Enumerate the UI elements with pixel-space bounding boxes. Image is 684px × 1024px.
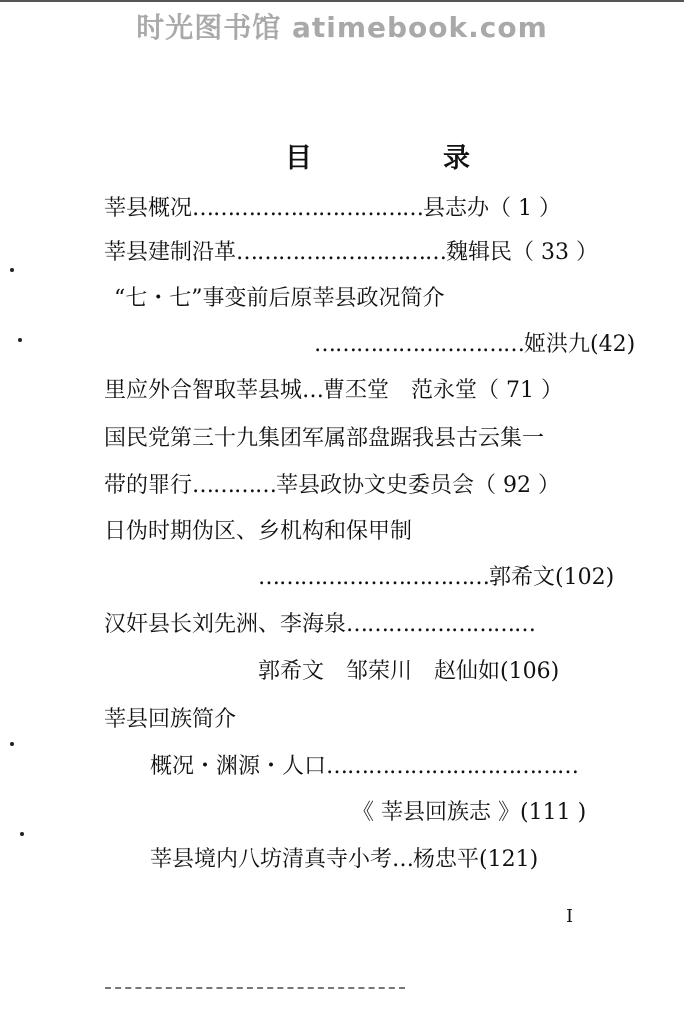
toc-entry xyxy=(104,242,598,264)
toc-entry-continuation xyxy=(258,567,614,589)
entry-author: 魏辑民 xyxy=(446,240,513,265)
scan-speck xyxy=(10,742,14,746)
entry-author: 曹丕堂 范永堂 xyxy=(323,378,478,403)
entry-title: 莘县回族简介 xyxy=(104,707,237,732)
toc-entry-continuation xyxy=(352,802,586,824)
entry-title: 莘县境内八坊清真寺小考 xyxy=(150,847,393,872)
toc-entry xyxy=(114,288,445,310)
entry-author: 郭希文 邹荣川 赵仙如 xyxy=(258,659,501,684)
entry-title: 里应外合智取莘县城 xyxy=(104,378,303,403)
toc-entry xyxy=(104,380,563,402)
scan-speck xyxy=(20,832,24,836)
title-char-1: 目 xyxy=(285,143,312,174)
top-border xyxy=(0,0,684,2)
entry-author: 莘县政协文史委员会 xyxy=(276,473,475,498)
entry-page: （ 33 ） xyxy=(512,240,599,265)
watermark: 时光图书馆 atimebook.com xyxy=(136,11,548,44)
entry-title: 概况・渊源・人口 xyxy=(150,754,327,779)
entry-author: 县志办 xyxy=(423,196,490,221)
bottom-rule xyxy=(105,987,405,989)
entry-page: (42) xyxy=(590,332,636,357)
entry-leader: ………………………… xyxy=(236,240,447,265)
entry-title: 莘县概况 xyxy=(104,196,193,221)
entry-author: 《 莘县回族志 》 xyxy=(352,800,520,825)
entry-leader: ……………………… xyxy=(346,612,536,637)
entry-page: （ 71 ） xyxy=(477,378,564,403)
page-number: I xyxy=(566,906,574,927)
toc-entry xyxy=(104,475,560,497)
entry-leader: ……………………………… xyxy=(326,754,579,779)
toc-entry xyxy=(104,614,535,636)
entry-title: 日伪时期伪区、乡机构和保甲制 xyxy=(104,519,413,544)
entry-title: 带的罪行 xyxy=(104,473,193,498)
entry-title: 汉奸县长刘先洲、李海泉 xyxy=(104,612,347,637)
entry-title: 国民党第三十九集团军属部盘踞我县古云集一 xyxy=(104,426,545,451)
entry-leader: ………………………… xyxy=(314,332,524,357)
entry-page: （ 1 ） xyxy=(489,196,562,221)
scan-speck xyxy=(10,268,14,272)
toc-entry-continuation xyxy=(314,334,635,356)
entry-author: 杨忠平 xyxy=(413,847,480,872)
entry-page: (106) xyxy=(500,659,560,684)
toc-entry xyxy=(104,428,544,450)
toc-entry xyxy=(104,709,236,731)
toc-entry-continuation xyxy=(258,661,559,683)
entry-leader: ………… xyxy=(192,473,277,498)
entry-author: 姬洪九 xyxy=(524,332,591,357)
entry-leader: … xyxy=(302,378,324,403)
toc-entry xyxy=(104,521,412,543)
entry-page: (102) xyxy=(555,565,615,590)
entry-leader: … xyxy=(392,847,414,872)
toc-subentry xyxy=(150,849,538,871)
entry-page: （ 92 ） xyxy=(474,473,561,498)
entry-title: 莘县建制沿革 xyxy=(104,240,237,265)
toc-subentry xyxy=(150,756,578,778)
entry-title: “七・七”事变前后原莘县政况简介 xyxy=(114,286,445,311)
entry-leader: …………………………… xyxy=(258,565,489,590)
entry-page: (121) xyxy=(479,847,539,872)
entry-page: (111 ) xyxy=(520,800,587,825)
page-title xyxy=(285,136,470,175)
title-char-2: 录 xyxy=(443,143,470,174)
scan-speck xyxy=(18,338,22,342)
entry-author: 郭希文 xyxy=(489,565,556,590)
toc-entry xyxy=(104,198,561,220)
entry-leader: …………………………… xyxy=(192,196,424,221)
